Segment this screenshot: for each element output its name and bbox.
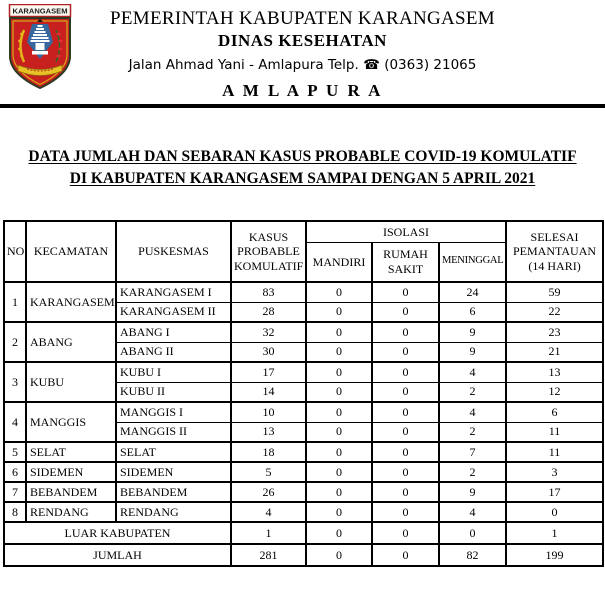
- col-header-mandiri: MANDIRI: [306, 242, 372, 282]
- table-row: [4, 442, 603, 462]
- no-cell: 1: [4, 282, 26, 322]
- table-row: [4, 362, 603, 382]
- kecamatan-cell: RENDANG: [26, 502, 116, 522]
- value-cell: 0: [306, 362, 372, 382]
- puskesmas-cell: SIDEMEN: [116, 462, 231, 482]
- value-cell: 0: [306, 462, 372, 482]
- value-cell: 9: [439, 482, 506, 502]
- value-cell: 17: [231, 362, 306, 382]
- value-cell: 0: [372, 502, 439, 522]
- col-header-rumah-sakit: RUMAH SAKIT: [372, 242, 439, 282]
- value-cell: 0: [306, 322, 372, 342]
- value-cell: 2: [439, 462, 506, 482]
- puskesmas-cell: ABANG II: [116, 342, 231, 362]
- kecamatan-cell: SELAT: [26, 442, 116, 462]
- value-cell: 13: [506, 362, 603, 382]
- phone-icon: ☎: [363, 57, 380, 73]
- luar-kabupaten-row: [4, 522, 603, 544]
- logo-banner-text: KARANGASEM: [12, 8, 68, 16]
- address-text: Jalan Ahmad Yani - Amlapura Telp.: [128, 57, 359, 73]
- value-cell: 199: [506, 544, 603, 566]
- value-cell: 4: [439, 402, 506, 422]
- value-cell: 0: [372, 442, 439, 462]
- puskesmas-cell: BEBANDEM: [116, 482, 231, 502]
- value-cell: 5: [231, 462, 306, 482]
- value-cell: 28: [231, 302, 306, 322]
- value-cell: 82: [439, 544, 506, 566]
- puskesmas-cell: KUBU I: [116, 362, 231, 382]
- table-row: [4, 482, 603, 502]
- value-cell: 26: [231, 482, 306, 502]
- value-cell: 1: [506, 522, 603, 544]
- value-cell: 22: [506, 302, 603, 322]
- value-cell: 9: [439, 322, 506, 342]
- no-cell: 7: [4, 482, 26, 502]
- value-cell: 0: [372, 322, 439, 342]
- kecamatan-cell: KUBU: [26, 362, 116, 402]
- value-cell: 11: [506, 422, 603, 442]
- value-cell: 0: [306, 422, 372, 442]
- letterhead: [0, 0, 605, 108]
- value-cell: 0: [372, 302, 439, 322]
- value-cell: 23: [506, 322, 603, 342]
- col-header-no: NO: [4, 221, 26, 282]
- value-cell: 2: [439, 382, 506, 402]
- value-cell: 0: [372, 282, 439, 302]
- value-cell: 0: [306, 382, 372, 402]
- covid-probable-cases-table: [3, 220, 604, 567]
- value-cell: 6: [506, 402, 603, 422]
- document-title: [0, 146, 605, 189]
- phone-number: (0363) 21065: [384, 57, 477, 73]
- value-cell: 0: [439, 522, 506, 544]
- kecamatan-cell: BEBANDEM: [26, 482, 116, 502]
- kecamatan-cell: MANGGIS: [26, 402, 116, 442]
- no-cell: 8: [4, 502, 26, 522]
- col-header-isolasi: ISOLASI: [306, 221, 506, 242]
- value-cell: 0: [372, 362, 439, 382]
- title-line-2: DI KABUPATEN KARANGASEM SAMPAI DENGAN 5 APRIL 2021: [69, 169, 536, 187]
- value-cell: 0: [372, 382, 439, 402]
- row-label-cell: JUMLAH: [4, 544, 231, 566]
- jumlah-total-row: [4, 544, 603, 566]
- value-cell: 11: [506, 442, 603, 462]
- kecamatan-cell: ABANG: [26, 322, 116, 362]
- value-cell: 0: [372, 342, 439, 362]
- value-cell: 21: [506, 342, 603, 362]
- puskesmas-cell: MANGGIS II: [116, 422, 231, 442]
- value-cell: 0: [506, 502, 603, 522]
- title-line-1: DATA JUMLAH DAN SEBARAN KASUS PROBABLE COVID-19 KOMULATIF: [28, 148, 577, 165]
- department-name: DINAS KESEHATAN: [218, 31, 387, 50]
- value-cell: 14: [231, 382, 306, 402]
- value-cell: 17: [506, 482, 603, 502]
- address-line: [0, 52, 605, 78]
- col-header-meninggal: MENINGGAL: [439, 242, 506, 282]
- value-cell: 6: [439, 302, 506, 322]
- value-cell: 0: [306, 544, 372, 566]
- value-cell: 59: [506, 282, 603, 302]
- value-cell: 10: [231, 402, 306, 422]
- value-cell: 0: [372, 402, 439, 422]
- value-cell: 7: [439, 442, 506, 462]
- table-row: [4, 282, 603, 302]
- header-row-1: [4, 221, 603, 242]
- col-header-selesai: SELESAI PEMANTAUAN (14 HARI): [506, 221, 603, 282]
- value-cell: 0: [306, 442, 372, 462]
- puskesmas-cell: KARANGASEM I: [116, 282, 231, 302]
- value-cell: 30: [231, 342, 306, 362]
- no-cell: 3: [4, 362, 26, 402]
- no-cell: 6: [4, 462, 26, 482]
- puskesmas-cell: SELAT: [116, 442, 231, 462]
- value-cell: 18: [231, 442, 306, 462]
- value-cell: 0: [372, 482, 439, 502]
- table-row: [4, 502, 603, 522]
- puskesmas-cell: MANGGIS I: [116, 402, 231, 422]
- value-cell: 4: [439, 502, 506, 522]
- kecamatan-cell: SIDEMEN: [26, 462, 116, 482]
- city-name: A M L A P U R A: [222, 81, 383, 100]
- value-cell: 0: [306, 522, 372, 544]
- value-cell: 281: [231, 544, 306, 566]
- value-cell: 13: [231, 422, 306, 442]
- table-row: [4, 462, 603, 482]
- value-cell: 0: [306, 482, 372, 502]
- puskesmas-cell: RENDANG: [116, 502, 231, 522]
- value-cell: 0: [306, 302, 372, 322]
- value-cell: 4: [231, 502, 306, 522]
- table-row: [4, 322, 603, 342]
- value-cell: 0: [306, 502, 372, 522]
- col-header-kecamatan: KECAMATAN: [26, 221, 116, 282]
- value-cell: 0: [306, 402, 372, 422]
- value-cell: 0: [372, 422, 439, 442]
- no-cell: 4: [4, 402, 26, 442]
- value-cell: 83: [231, 282, 306, 302]
- value-cell: 24: [439, 282, 506, 302]
- value-cell: 9: [439, 342, 506, 362]
- value-cell: 0: [372, 522, 439, 544]
- value-cell: 4: [439, 362, 506, 382]
- no-cell: 2: [4, 322, 26, 362]
- value-cell: 3: [506, 462, 603, 482]
- puskesmas-cell: KUBU II: [116, 382, 231, 402]
- value-cell: 0: [306, 342, 372, 362]
- puskesmas-cell: ABANG I: [116, 322, 231, 342]
- value-cell: 32: [231, 322, 306, 342]
- value-cell: 0: [372, 462, 439, 482]
- value-cell: 2: [439, 422, 506, 442]
- puskesmas-cell: KARANGASEM II: [116, 302, 231, 322]
- col-header-puskesmas: PUSKESMAS: [116, 221, 231, 282]
- value-cell: 0: [306, 282, 372, 302]
- value-cell: 12: [506, 382, 603, 402]
- row-label-cell: LUAR KABUPATEN: [4, 522, 231, 544]
- letterhead-double-rule: [0, 104, 605, 108]
- value-cell: 0: [372, 544, 439, 566]
- karangasem-coat-of-arms-logo: [8, 4, 72, 90]
- table-row: [4, 402, 603, 422]
- kecamatan-cell: KARANGASEM: [26, 282, 116, 322]
- value-cell: 1: [231, 522, 306, 544]
- no-cell: 5: [4, 442, 26, 462]
- col-header-kasus: KASUS PROBABLE KOMULATIF: [231, 221, 306, 282]
- government-name: PEMERINTAH KABUPATEN KARANGASEM: [110, 8, 495, 29]
